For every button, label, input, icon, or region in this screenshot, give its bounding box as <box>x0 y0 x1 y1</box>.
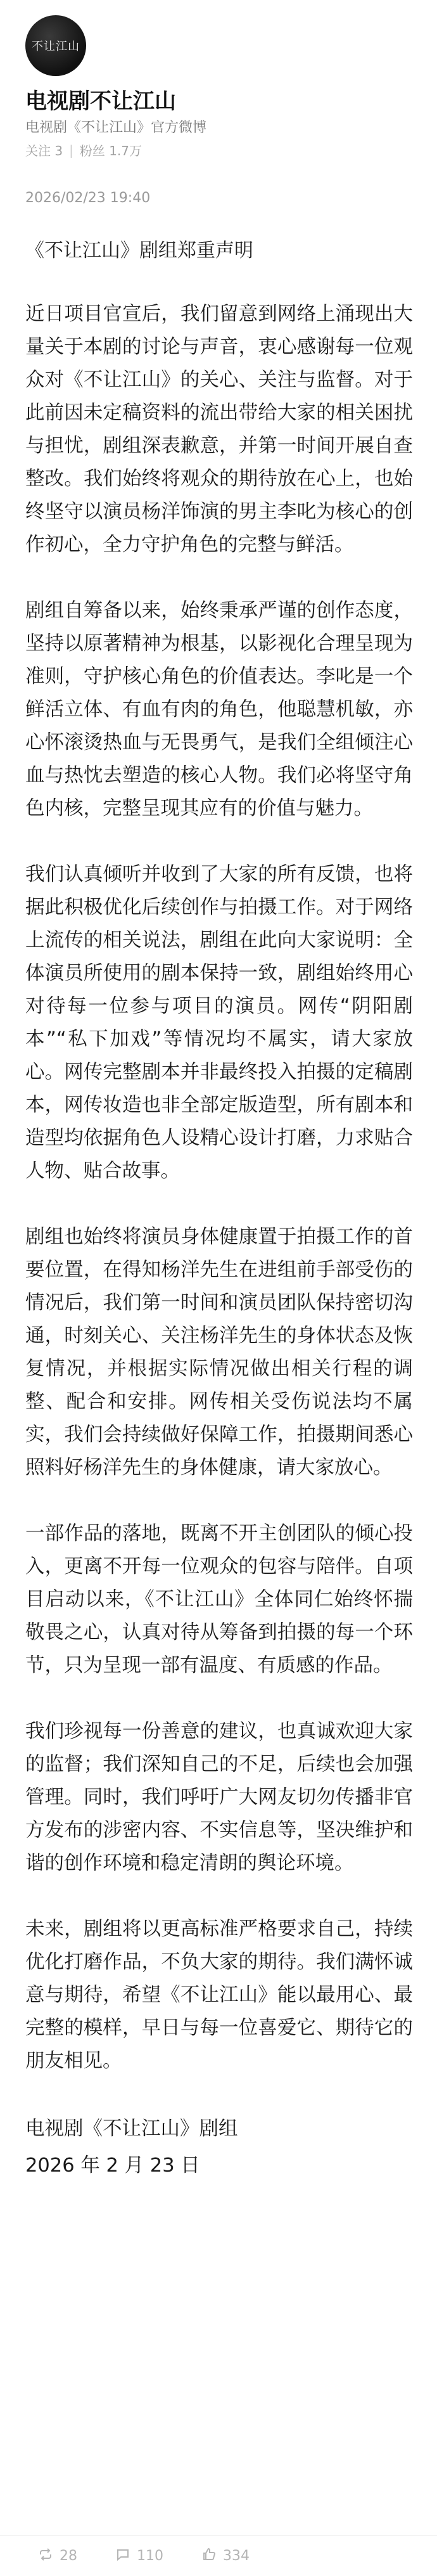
comment-icon <box>115 2547 130 2566</box>
comment-count: 110 <box>137 2548 163 2564</box>
account-header <box>25 15 418 136</box>
paragraph: 未来，剧组将以更高标准严格要求自己，持续优化打磨作品，不负大家的期待。我们满怀诚意与期待，希望《不让江山》能以最用心、最完整的模样，早日与每一位喜爱它、期待它的朋友相见。 <box>25 1918 413 2072</box>
paragraph: 剧组自筹备以来，始终秉承严谨的创作态度，坚持以原著精神为根基，以影视化合理呈现为准则，守护核心角色的价值表达。李叱是一个鲜活立体、有血有肉的角色，他聪慧机敏，亦心怀滚烫热血与无畏勇气，是我们全组倾注心血与热忱去塑造的核心人物。我们必将坚守角色内核，完整呈现其应有的价值与魅力。 <box>25 600 413 820</box>
post-title: 《不让江山》剧组郑重声明 <box>25 240 253 262</box>
followers-count[interactable]: 粉丝 1.7万 <box>79 143 142 158</box>
like-button[interactable] <box>201 2547 250 2566</box>
avatar-logo-text: 不让江山 <box>32 40 80 53</box>
repost-button[interactable] <box>38 2547 77 2566</box>
account-stats <box>25 141 142 159</box>
paragraph: 近日项目官宣后，我们留意到网络上涌现出大量关于本剧的讨论与声音，衷心感谢每一位观众对《不让江山》的关心、关注与监督。对于此前因未定稿资料的流出带给大家的相关困扰与担忧，剧组深表歉意，并第一时间开展自查整改。我们始终将观众的期待放在心上，也始终坚守以演员杨洋饰演的男主李叱为核心的创作初心，全力守护角色的完整与鲜活。 <box>25 303 413 556</box>
like-count: 334 <box>223 2548 250 2564</box>
paragraph: 一部作品的落地，既离不开主创团队的倾心投入，更离不开每一位观众的包容与陪伴。自项目启动以来，《不让江山》全体同仁始终怀揣敬畏之心，认真对待从筹备到拍摄的每一个环节，只为呈现一部有温度、有质感的作品。 <box>25 1523 413 1677</box>
post-body <box>25 298 413 2184</box>
signature-date: 2026 年 2 月 23 日 <box>25 2154 200 2177</box>
account-name[interactable]: 电视剧不让江山 <box>25 89 176 114</box>
repost-icon <box>38 2547 53 2566</box>
stats-divider: | <box>69 142 73 158</box>
following-count[interactable]: 关注 3 <box>25 143 63 158</box>
post-actions-bar <box>0 2535 437 2576</box>
repost-count: 28 <box>60 2548 77 2564</box>
avatar[interactable] <box>25 15 86 76</box>
paragraph: 剧组也始终将演员身体健康置于拍摄工作的首要位置，在得知杨洋先生在进组前手部受伤的情况后，我们第一时间和演员团队保持密切沟通，时刻关心、关注杨洋先生的身体状态及恢复情况，并根据实际情况做出相关行程的调整、配合和安排。网传相关受伤说法均不属实，我们会持续做好保障工作，拍摄期间悉心照料好杨洋先生的身体健康，请大家放心。 <box>25 1226 413 1479</box>
paragraph: 我们认真倾听并收到了大家的所有反馈，也将据此积极优化后续创作与拍摄工作。对于网络上流传的相关说法，剧组在此向大家说明：全体演员所使用的剧本保持一致，剧组始终用心对待每一位参与项目的演员。网传“阴阳剧本”“私下加戏”等情况均不属实，请大家放心。网传完整剧本并非最终投入拍摄的定稿剧本，网传妆造也非全部定版造型，所有剧本和造型均依据角色人设精心设计打磨，力求贴合人物、贴合故事。 <box>25 863 413 1182</box>
paragraph: 我们珍视每一份善意的建议，也真诚欢迎大家的监督；我们深知自己的不足，后续也会加强管理。同时，我们呼吁广大网友切勿传播非官方发布的涉密内容、不实信息等，坚决维护和谐的创作环境和稳定清朗的舆论环境。 <box>25 1720 413 1874</box>
thumbs-up-icon <box>201 2547 217 2566</box>
comment-button[interactable] <box>115 2547 163 2566</box>
signature: 电视剧《不让江山》剧组 <box>25 2118 238 2140</box>
account-description: 电视剧《不让江山》官方微博 <box>25 120 207 136</box>
post-date: 2026/02/23 19:40 <box>25 190 151 206</box>
